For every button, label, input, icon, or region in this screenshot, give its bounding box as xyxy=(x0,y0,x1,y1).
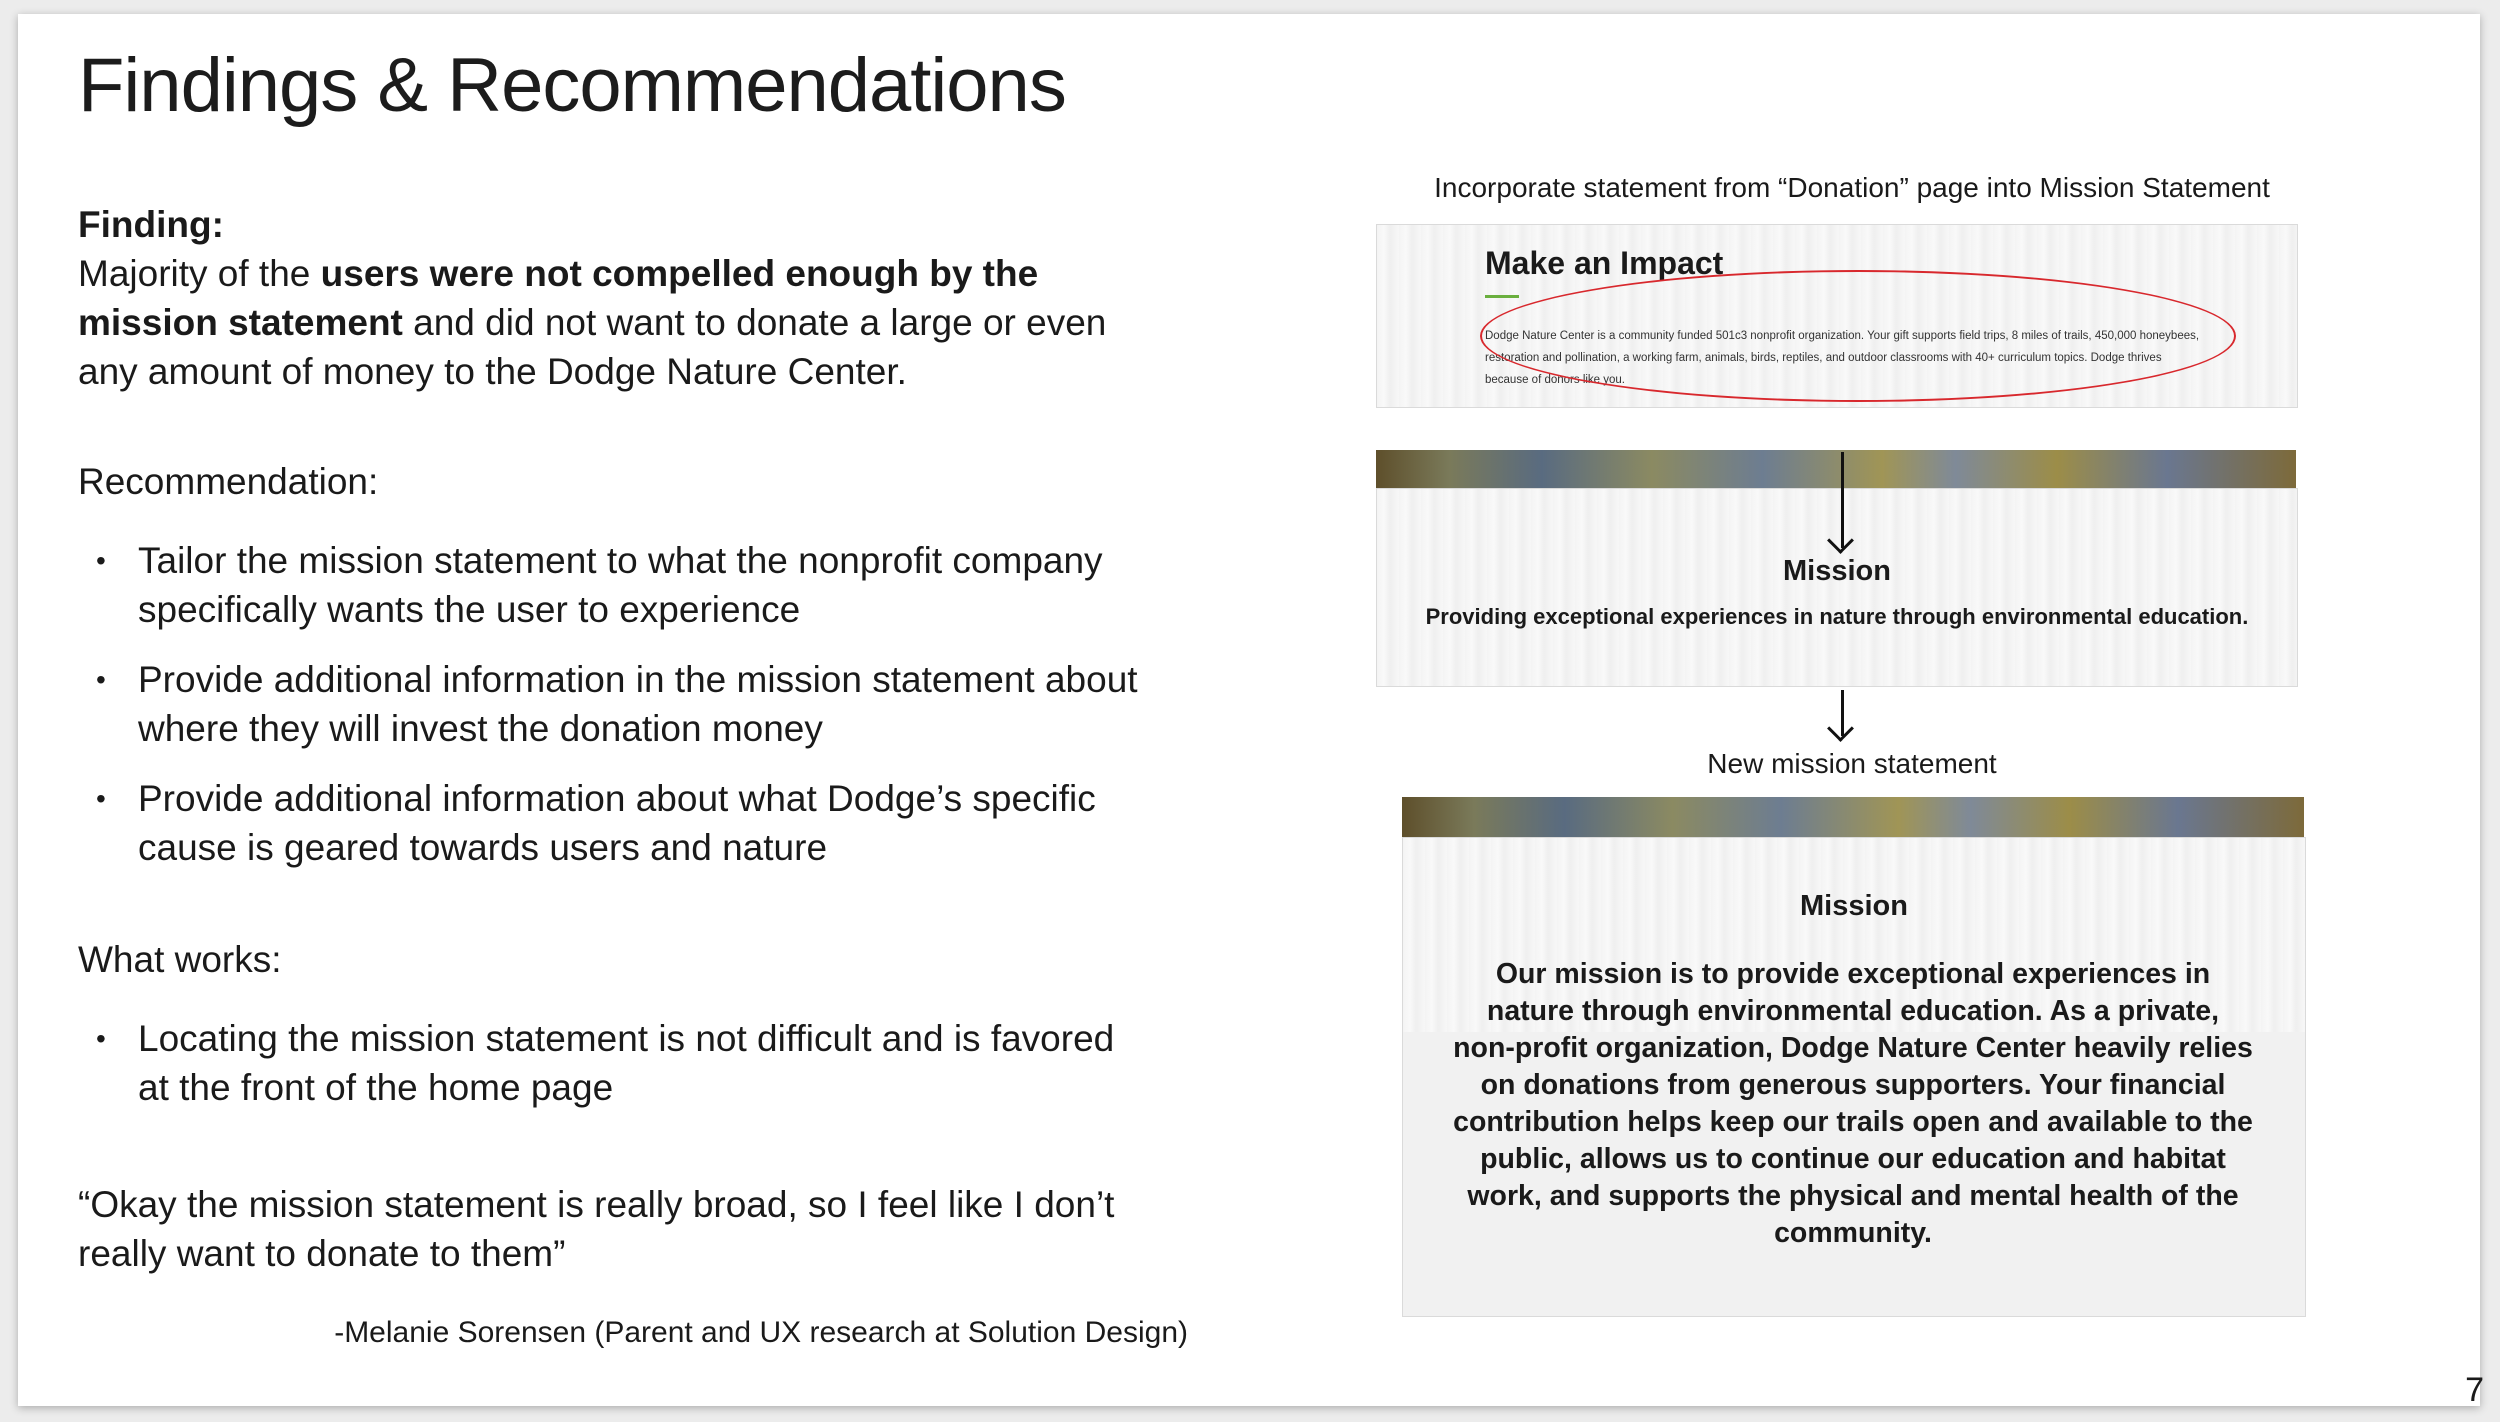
nature-photo-strip xyxy=(1376,450,2296,488)
what-works-list xyxy=(78,1014,1138,1133)
arrow-down-icon xyxy=(1841,452,1844,548)
highlight-ellipse xyxy=(1480,270,2236,402)
finding-heading: Finding: xyxy=(78,204,224,245)
finding-text-post: and did not want to donate a large or even any amount of money to the Dodge Nature Center. xyxy=(78,302,1107,392)
caption-incorporate: Incorporate statement from “Donation” page into Mission Statement xyxy=(1434,172,2270,203)
finding-text-bold: users were not compelled enough by the mission statement xyxy=(78,253,1039,343)
arrow-down-icon xyxy=(1841,690,1844,736)
accent-divider xyxy=(1485,295,1519,298)
list-item: • Provide additional information about what Dodge’s specific cause is geared towards users and nature xyxy=(78,774,1138,872)
user-quote: “Okay the mission statement is really broad, so I feel like I don’t really want to donate to them” xyxy=(78,1184,1115,1274)
caption-new-mission: New mission statement xyxy=(1707,748,1997,779)
finding-block xyxy=(78,200,1118,396)
new-mission-mockup xyxy=(1402,837,2306,1317)
page-title: Findings & Recommendations xyxy=(78,43,1066,128)
quote-attribution: -Melanie Sorensen (Parent and UX research at Solution Design) xyxy=(334,1316,1188,1349)
finding-text xyxy=(78,249,1118,396)
recommendation-list xyxy=(78,536,1138,893)
new-mission-heading: Mission xyxy=(1800,890,1908,922)
old-mission-screenshot xyxy=(1376,488,2298,687)
new-mission-text: Our mission is to provide exceptional experiences in nature through environmental education. As a private, non-profit organization, Dodge Nature Center heavily relies on donations from generous supporters. Your financial contribution helps keep our trails open and available to the public, allows us to continue our education and habitat work, and supports the physical and mental health of the community. xyxy=(1453,958,2253,1249)
old-mission-text: Providing exceptional experiences in nature through environmental education. xyxy=(1425,604,2249,629)
list-item: • Provide additional information in the mission statement about where they will invest the donation money xyxy=(78,655,1138,753)
nature-photo-strip xyxy=(1402,797,2304,837)
impact-text: Dodge Nature Center is a community funded 501c3 nonprofit organization. Your gift supports field trips, 8 miles of trails, 450,000 honeybees, restoration and pollination, a working farm, animals, birds, reptiles, and outdoor classrooms with 40+ curriculum topics. Dodge thrives because of donors like you. xyxy=(1485,330,2200,386)
page-number: 7 xyxy=(2465,1371,2484,1409)
list-item: • Tailor the mission statement to what the nonprofit company specifically wants the user to experience xyxy=(78,536,1138,634)
recommendation-heading: Recommendation: xyxy=(78,461,379,502)
impact-title: Make an Impact xyxy=(1485,245,1724,281)
old-mission-heading: Mission xyxy=(1783,555,1891,587)
what-works-heading: What works: xyxy=(78,939,282,980)
finding-text-pre: Majority of the xyxy=(78,253,321,294)
list-item: • Locating the mission statement is not difficult and is favored at the front of the home page xyxy=(78,1014,1138,1112)
